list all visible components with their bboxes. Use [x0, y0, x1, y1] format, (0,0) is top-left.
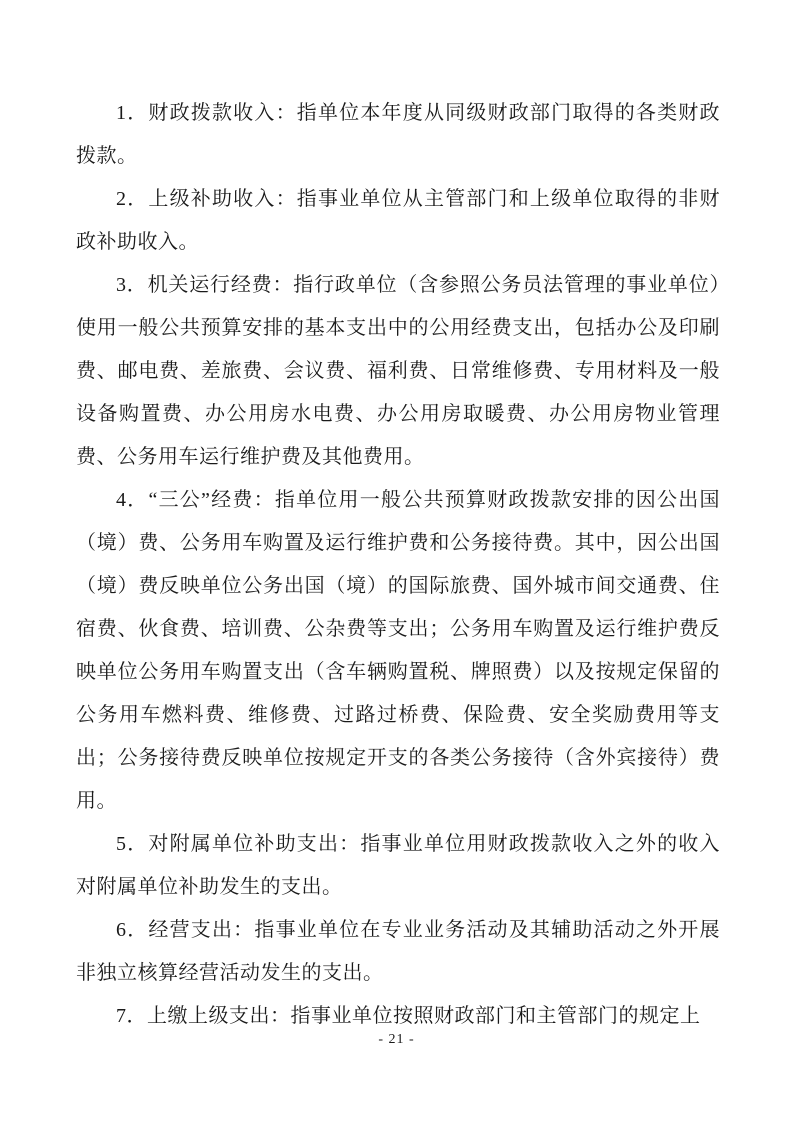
paragraph-item-7: 7．上缴上级支出：指事业单位按照财政部门和主管部门的规定上 — [116, 1005, 701, 1027]
paragraph-item-1: 1．财政拨款收入：指单位本年度从同级财政部门取得的各类财政拨款。 — [76, 102, 720, 167]
paragraph-item-2: 2．上级补助收入：指事业单位从主管部门和上级单位取得的非财政补助收入。 — [76, 188, 720, 253]
page-number: - 21 - — [378, 1032, 415, 1047]
document-body — [76, 92, 720, 1038]
paragraph-item-4: 4．“三公”经费：指单位用一般公共预算财政拨款安排的因公出国（境）费、公务用车购置及运行维护费和公务接待费。其中，因公出国（境）费反映单位公务出国（境）的国际旅费、国外城市间交通费、住宿费、伙食费、培训费、公杂费等支出；公务用车购置及运行维护费反映单位公务用车购置支出（含车辆购置税、牌照费）以及按规定保留的公务用车燃料费、维修费、过路过桥费、保险费、安全奖励费用等支出；公务接待费反映单位按规定开支的各类公务接待（含外宾接待）费用。 — [76, 489, 720, 812]
paragraph-item-3: 3．机关运行经费：指行政单位（含参照公务员法管理的事业单位）使用一般公共预算安排的基本支出中的公用经费支出，包括办公及印刷费、邮电费、差旅费、会议费、福利费、日常维修费、专用材料及一般设备购置费、办公用房水电费、办公用房取暖费、办公用房物业管理费、公务用车运行维护费及其他费用。 — [76, 274, 720, 468]
paragraph-item-6: 6．经营支出：指事业单位在专业业务活动及其辅助活动之外开展非独立核算经营活动发生的支出。 — [76, 919, 720, 984]
paragraph-item-5: 5．对附属单位补助支出：指事业单位用财政拨款收入之外的收入对附属单位补助发生的支出。 — [76, 833, 720, 898]
